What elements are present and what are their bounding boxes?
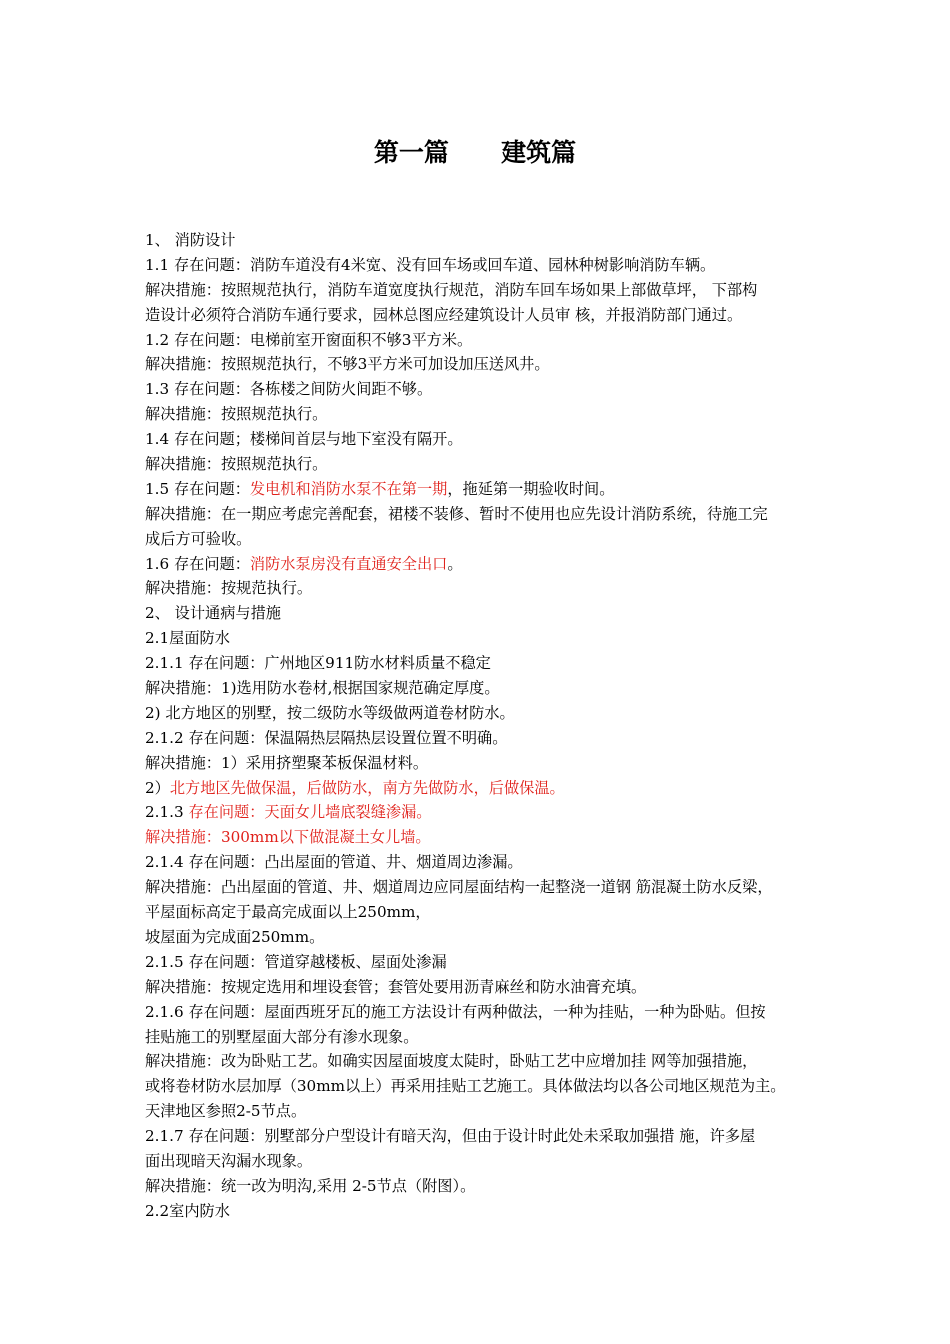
text-segment: 2.1.5 存在问题：管道穿越楼板、屋面处渗漏 [145, 952, 447, 971]
text-line [145, 601, 825, 626]
text-line [145, 875, 825, 900]
text-segment: 面出现暗天沟漏水现象。 [145, 1151, 313, 1170]
text-line [145, 776, 825, 801]
text-segment: 解决措施：在一期应考虑完善配套，裙楼不装修、暂时不使用也应先设计消防系统，待施工完 [145, 504, 768, 523]
text-segment: 。 [447, 554, 463, 573]
text-line [145, 1099, 825, 1124]
text-segment: 解决措施：统一改为明沟,采用 2-5节点（附图）。 [145, 1176, 476, 1195]
text-line [145, 402, 825, 427]
text-line [145, 800, 825, 825]
text-segment: 2.1.1 存在问题：广州地区911防水材料质量不稳定 [145, 654, 491, 673]
text-segment: 造设计必须符合消防车通行要求，园林总图应经建筑设计人员审 核，并报消防部门通过。 [145, 305, 743, 324]
text-segment: 1.6 存在问题： [145, 554, 250, 573]
text-line [145, 1074, 825, 1099]
text-line [145, 1149, 825, 1174]
text-line [145, 477, 825, 502]
text-line [145, 1199, 825, 1224]
text-line [145, 1049, 825, 1074]
text-line [145, 925, 825, 950]
text-segment: 解决措施：按照规范执行，消防车道宽度执行规范，消防车回车场如果上部做草坪， 下部构 [145, 280, 758, 299]
text-segment: 2) 北方地区的别墅，按二级防水等级做两道卷材防水。 [145, 703, 515, 722]
text-segment: 1.1 存在问题：消防车道没有4米宽、没有回车场或回车道、园林种树影响消防车辆。 [145, 255, 716, 274]
text-segment: 解决措施：按照规范执行。 [145, 455, 328, 474]
text-line [145, 1000, 825, 1025]
text-segment: 2.1屋面防水 [145, 629, 230, 648]
text-line [145, 676, 825, 701]
text-segment: 解决措施：凸出屋面的管道、井、烟道周边应同屋面结构一起整浇一道钢 筋混凝土防水反梁， [145, 878, 773, 897]
text-segment: 解决措施：按规定选用和埋设套管；套管处要用沥青麻丝和防水油膏充填。 [145, 977, 647, 996]
text-segment: 挂贴施工的别墅屋面大部分有渗水现象。 [145, 1027, 419, 1046]
text-segment: 2.1.6 存在问题：屋面西班牙瓦的施工方法设计有两种做法，一种为挂贴，一种为卧贴。但按 [145, 1002, 766, 1021]
text-line [145, 377, 825, 402]
text-segment: 成后方可验收。 [145, 529, 252, 548]
text-segment: 平屋面标高定于最高完成面以上250mm， [145, 903, 431, 922]
text-segment: 解决措施：1）采用挤塑聚苯板保温材料。 [145, 753, 429, 772]
text-segment: 2、 设计通病与措施 [145, 604, 281, 623]
text-line [145, 751, 825, 776]
text-segment: 1.5 存在问题： [145, 479, 250, 498]
text-segment: 2.1.7 存在问题：别墅部分户型设计有暗天沟，但由于设计时此处未采取加强措 施，许多屋 [145, 1127, 756, 1146]
text-segment: 解决措施：改为卧贴工艺。如确实因屋面坡度太陡时，卧贴工艺中应增加挂 网等加强措施， [145, 1052, 758, 1071]
text-line [145, 228, 825, 253]
text-segment: 解决措施：1)选用防水卷材,根据国家规范确定厚度。 [145, 679, 500, 698]
text-line [145, 352, 825, 377]
highlighted-text: 存在问题：天面女儿墙底裂缝渗漏。 [188, 803, 432, 822]
text-line [145, 527, 825, 552]
text-line [145, 701, 825, 726]
text-line [145, 1025, 825, 1050]
text-line [145, 552, 825, 577]
text-line [145, 900, 825, 925]
text-segment: 或将卷材防水层加厚（30mm以上）再采用挂贴工艺施工。具体做法均以各公司地区规范为主。 [145, 1077, 786, 1096]
text-segment: 2.1.3 [145, 803, 189, 822]
text-segment: 解决措施：按规范执行。 [145, 579, 313, 598]
text-line [145, 1174, 825, 1199]
text-line [145, 502, 825, 527]
text-line [145, 303, 825, 328]
text-segment: 1.2 存在问题：电梯前室开窗面积不够3平方米。 [145, 330, 473, 349]
text-segment: 坡屋面为完成面250mm。 [145, 927, 325, 946]
text-segment: 1.4 存在问题；楼梯间首层与地下室没有隔开。 [145, 430, 463, 449]
text-segment: 2.1.4 存在问题：凸出屋面的管道、井、烟道周边渗漏。 [145, 853, 523, 872]
highlighted-text: 北方地区先做保温，后做防水，南方先做防水，后做保温。 [169, 778, 565, 797]
text-line [145, 950, 825, 975]
highlighted-text: 发电机和消防水泵不在第一期 [249, 479, 448, 498]
page-title: 第一篇 建筑篇 [373, 138, 577, 167]
text-segment: 2） [145, 778, 170, 797]
text-segment: 1、 消防设计 [145, 231, 236, 249]
text-line [145, 452, 825, 477]
text-line [145, 278, 825, 303]
document-body [145, 228, 825, 1224]
text-line [145, 626, 825, 651]
text-line [145, 975, 825, 1000]
text-segment: 2.2室内防水 [145, 1201, 230, 1220]
text-line [145, 1124, 825, 1149]
text-line [145, 576, 825, 601]
text-line [145, 825, 825, 850]
text-segment: 2.1.2 存在问题：保温隔热层隔热层设置位置不明确。 [145, 728, 508, 747]
text-line [145, 651, 825, 676]
text-line [145, 726, 825, 751]
text-segment: ，拖延第一期验收时间。 [447, 479, 615, 498]
text-line [145, 850, 825, 875]
text-segment: 1.3 存在问题：各栋楼之间防火间距不够。 [145, 380, 433, 399]
text-segment: 天津地区参照2-5节点。 [145, 1102, 307, 1121]
highlighted-text: 解决措施：300mm以下做混凝土女儿墙。 [145, 828, 431, 847]
highlighted-text: 消防水泵房没有直通安全出口 [249, 554, 448, 573]
text-line [145, 253, 825, 278]
text-segment: 解决措施：按照规范执行。 [145, 405, 328, 424]
text-line [145, 427, 825, 452]
text-segment: 解决措施：按照规范执行，不够3平方米可加设加压送风井。 [145, 355, 550, 374]
text-line [145, 328, 825, 353]
